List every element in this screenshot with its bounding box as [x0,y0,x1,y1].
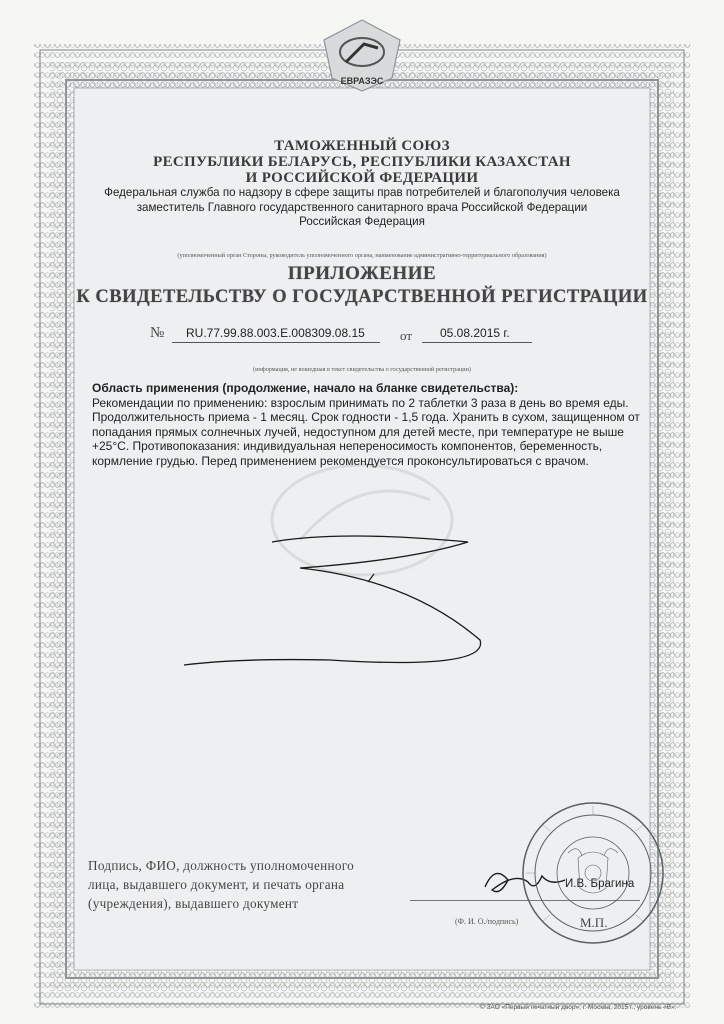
fio-caption: (Ф. И. О./подпись) [455,917,519,926]
authority-caption: (уполномоченный орган Стороны, руководитель уполномоченного органа, наименование административно-территориального образования) [177,252,547,259]
footer-imprint: © ЗАО «Первый печатный двор», г. Москва, 2015 г., уровень «В». [480,1004,677,1011]
body-line-1: Рекомендации по применению: взрослым принимать по 2 таблетки 3 раза в день во время еды. [92,395,629,410]
registration-date: 05.08.2015 г. [440,326,510,340]
header-line-1: ТАМОЖЕННЫЙ СОЮЗ [274,138,450,154]
body-line-3: попадания прямых солнечных лучей, недоступном для детей месте, при температуре не выше [92,424,624,439]
evrazes-emblem [312,18,412,93]
number-underline [172,342,380,343]
body-line-4: +25°С. Противопоказания: индивидуальная непереносимость компонентов, беременность, [92,439,603,454]
registration-line [150,322,600,344]
authority-line-2: заместитель Главного государственного санитарного врача Российской Федерации [136,200,588,214]
body-line-5: кормление грудью. Перед применением рекомендуется проконсультироваться с врачом. [92,453,589,468]
signature-caption [88,856,408,913]
title-line-2: К СВИДЕТЕЛЬСТВУ О ГОСУДАРСТВЕННОЙ РЕГИСТРАЦИИ [76,287,648,307]
application-heading: Область применения (продолжение, начало на бланке свидетельства): [92,381,519,395]
authority-block [70,186,654,230]
date-label: от [400,328,413,343]
info-caption: (информация, не вошедшая в текст свидетельства о государственной регистрации) [253,366,471,373]
union-header [70,138,654,186]
date-underline [422,342,532,343]
authority-line-1: Федеральная служба по надзору в сфере защиты прав потребителей и благополучия человека [104,186,620,199]
mp-mark: М.П. [580,915,608,930]
authority-line-3: Российская Федерация [299,215,425,228]
z-strikethrough-mark [180,520,500,690]
registration-number: RU.77.99.88.003.Е.008309.08.15 [186,326,365,340]
signature-caption-line-3: (учреждения), выдавшего документ [88,896,299,911]
signer-name: И.В. Брагина [565,878,635,890]
header-line-2: РЕСПУБЛИКИ БЕЛАРУСЬ, РЕСПУБЛИКИ КАЗАХСТАН [153,154,571,170]
title-line-1: ПРИЛОЖЕНИЕ [287,263,437,284]
application-text [92,381,644,469]
emblem-text: ЕВРАЗЭС [340,76,384,86]
signature-caption-line-1: Подпись, ФИО, должность уполномоченного [88,858,355,873]
number-label: № [150,325,165,341]
header-line-3: И РОССИЙСКОЙ ФЕДЕРАЦИИ [245,170,479,186]
body-line-2: Продолжительность приема - 1 месяц. Срок годности - 1,5 года. Хранить в сухом, защищенном от [92,410,640,425]
signature-caption-line-2: лица, выдавшего документ, и печать органа [88,877,345,892]
